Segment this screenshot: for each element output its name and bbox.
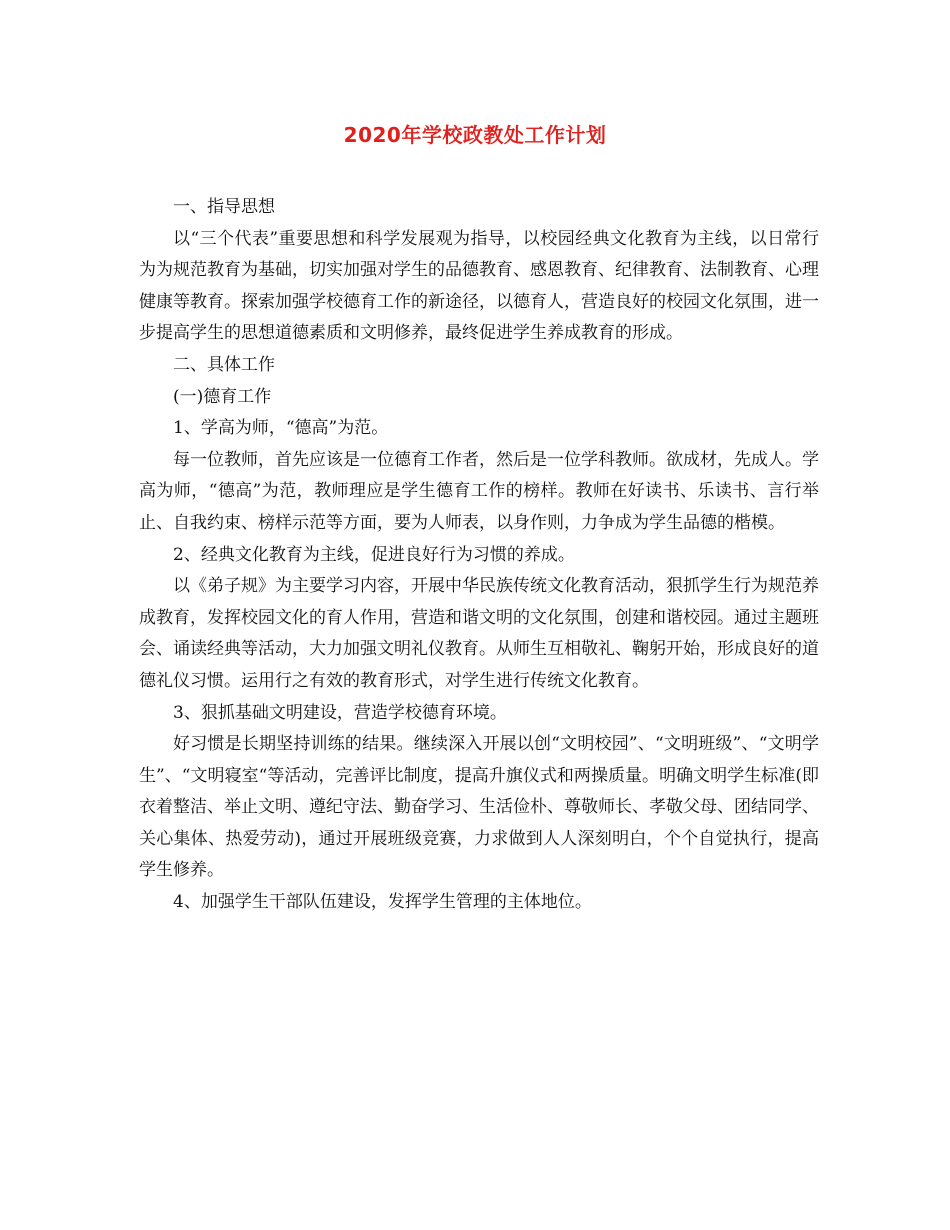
item-2-heading: 2、经典文化教育为主线，促进良好行为习惯的养成。 bbox=[173, 544, 575, 565]
document-body bbox=[139, 192, 819, 919]
heading-guiding-ideology: 一、指导思想 bbox=[173, 197, 275, 217]
item-1-heading: 1、学高为师，“德高”为范。 bbox=[173, 418, 389, 439]
document-title: 2020年学校政教处工作计划 bbox=[343, 123, 607, 147]
heading-specific-work: 二、具体工作 bbox=[173, 354, 275, 375]
paragraph-guiding-ideology: 以“三个代表”重要思想和科学发展观为指导，以校园经典文化教育为主线，以日常行为为规范教育为基础，切实加强对学生的品德教育、感恩教育、纪律教育、法制教育、心理健康等教育。探索加强学校德育工作的新途径，以德育人，营造良好的校园文化氛围，进一步提高学生的思想道德素质和文明修养，最终促进学生养成教育的形成。 bbox=[139, 228, 819, 344]
item-3-heading: 3、狠抓基础文明建设，营造学校德育环境。 bbox=[173, 702, 507, 723]
heading-moral-education: (一)德育工作 bbox=[173, 386, 272, 407]
item-1-paragraph: 每一位教师，首先应该是一位德育工作者，然后是一位学科教师。欲成材，先成人。学高为师，“德高”为范，教师理应是学生德育工作的榜样。教师在好读书、乐读书、言行举止、自我约束、榜样示范等方面，要为人师表，以身作则，力争成为学生品德的楷模。 bbox=[139, 449, 819, 533]
item-4-heading: 4、加强学生干部队伍建设，发挥学生管理的主体地位。 bbox=[173, 892, 592, 913]
item-2-paragraph: 以《弟子规》为主要学习内容，开展中华民族传统文化教育活动，狠抓学生行为规范养成教育，发挥校园文化的育人作用，营造和谐文明的文化氛围，创建和谐校园。通过主题班会、诵读经典等活动，大力加强文明礼仪教育。从师生互相敬礼、鞠躬开始，形成良好的道德礼仪习惯。运用行之有效的教育形式，对学生进行传统文化教育。 bbox=[139, 576, 819, 691]
item-3-paragraph: 好习惯是长期坚持训练的结果。继续深入开展以创“文明校园”、“文明班级”、“文明学生”、“文明寝室“等活动，完善评比制度，提高升旗仪式和两操质量。明确文明学生标准(即衣着整洁、举止文明、遵纪守法、勤奋学习、生活俭朴、尊敬师长、孝敬父母、团结同学、关心集体、热爱劳动)，通过开展班级竞赛，力求做到人人深刻明白，个个自觉执行，提高学生修养。 bbox=[139, 734, 819, 881]
